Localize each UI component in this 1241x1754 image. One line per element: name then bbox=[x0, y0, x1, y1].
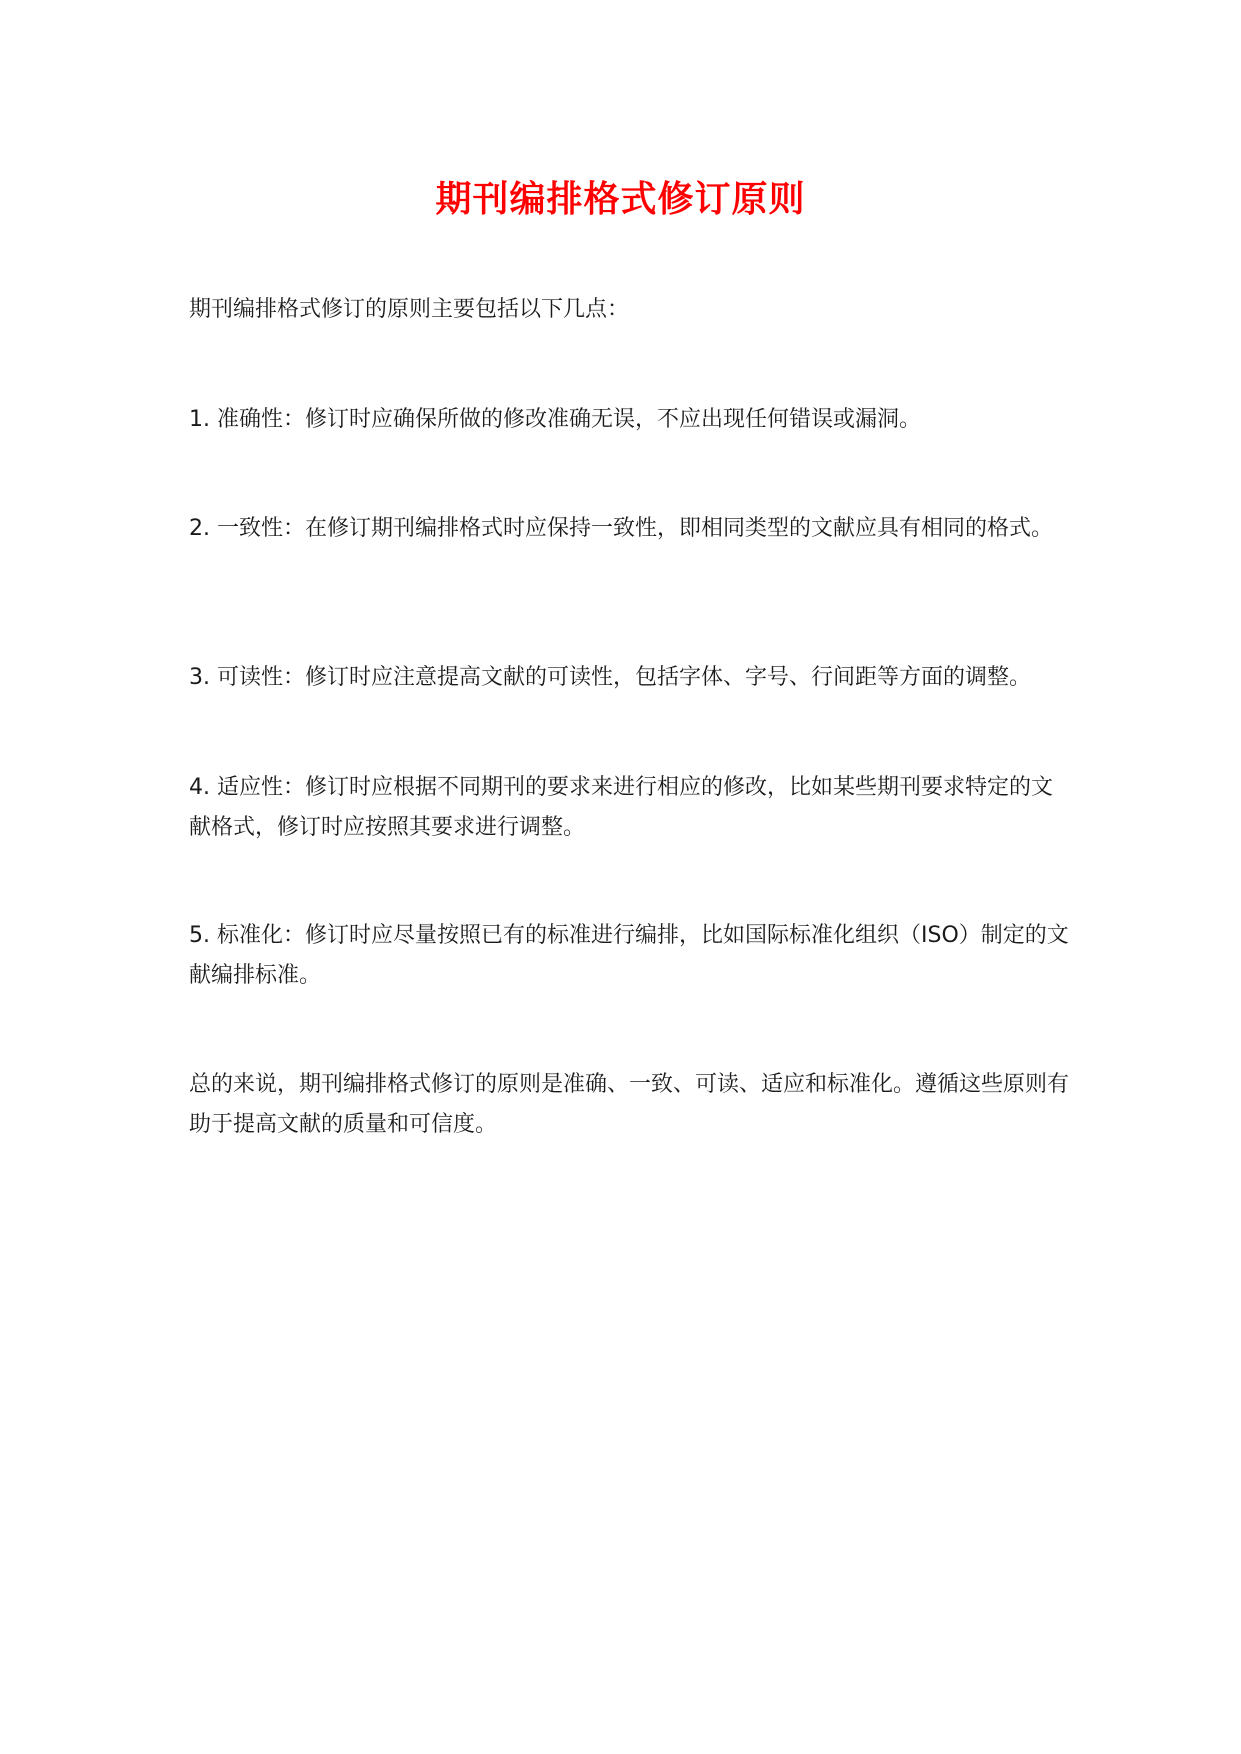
principle-consistency: 2. 一致性：在修订期刊编排格式时应保持一致性，即相同类型的文献应具有相同的格式。 bbox=[189, 516, 1053, 541]
principle-standardization: 5. 标准化：修订时应尽量按照已有的标准进行编排，比如国际标准化组织（ISO）制定的文献编排标准。 bbox=[189, 923, 1069, 988]
principle-accuracy: 1. 准确性：修订时应确保所做的修改准确无误，不应出现任何错误或漏洞。 bbox=[189, 407, 921, 432]
summary-paragraph: 总的来说，期刊编排格式修订的原则是准确、一致、可读、适应和标准化。遵循这些原则有助于提高文献的质量和可信度。 bbox=[189, 1072, 1070, 1137]
principle-adaptability: 4. 适应性：修订时应根据不同期刊的要求来进行相应的修改，比如某些期刊要求特定的文献格式，修订时应按照其要求进行调整。 bbox=[189, 775, 1053, 840]
principle-readability: 3. 可读性：修订时应注意提高文献的可读性，包括字体、字号、行间距等方面的调整。 bbox=[189, 665, 1031, 690]
document-title: 期刊编排格式修订原则 bbox=[435, 179, 806, 220]
intro-paragraph: 期刊编排格式修订的原则主要包括以下几点： bbox=[189, 297, 630, 322]
